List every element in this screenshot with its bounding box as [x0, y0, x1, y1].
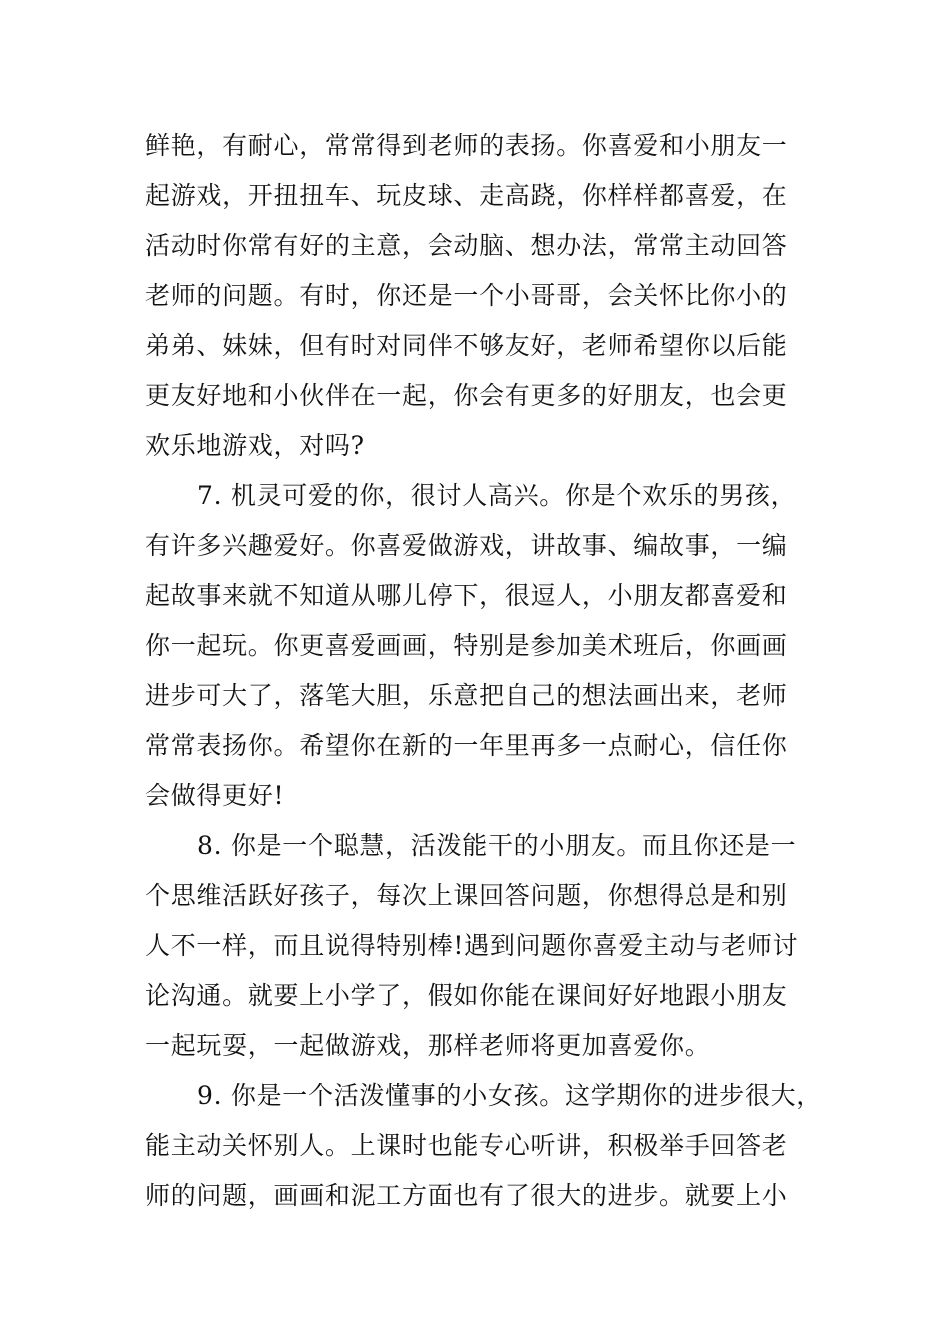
- text-line: 老师的问题。有时，你还是一个小哥哥，会关怀比你小的: [145, 281, 788, 310]
- document-body: [145, 121, 823, 1221]
- text-line: 有许多兴趣爱好。你喜爱做游戏，讲故事、编故事，一编: [145, 531, 788, 560]
- text-line: 能主动关怀别人。上课时也能专心听讲，积极举手回答老: [145, 1131, 788, 1160]
- paragraph-8-first-line: 8. 你是一个聪慧，活泼能干的小朋友。而且你还是一: [197, 831, 797, 860]
- paragraph-7-first-line: 7. 机灵可爱的你，很讨人高兴。你是个欢乐的男孩，: [197, 481, 797, 510]
- text-line: 鲜艳，有耐心，常常得到老师的表扬。你喜爱和小朋友一: [145, 131, 788, 160]
- text-line: 更友好地和小伙伴在一起，你会有更多的好朋友，也会更: [145, 381, 788, 410]
- text-line: 欢乐地游戏，对吗?: [145, 431, 365, 460]
- paragraph-9-first-line: 9. 你是一个活泼懂事的小女孩。这学期你的进步很大，: [197, 1081, 823, 1110]
- text-line: 你一起玩。你更喜爱画画，特别是参加美术班后，你画画: [145, 631, 788, 660]
- text-line: 弟弟、妹妹，但有时对同伴不够友好，老师希望你以后能: [145, 331, 788, 360]
- text-line: 个思维活跃好孩子，每次上课回答问题，你想得总是和别: [145, 881, 788, 910]
- text-line: 会做得更好!: [145, 781, 285, 810]
- text-line: 人不一样，而且说得特别棒!遇到问题你喜爱主动与老师讨: [145, 931, 799, 960]
- text-line: 一起玩耍，一起做游戏，那样老师将更加喜爱你。: [145, 1031, 711, 1060]
- text-line: 常常表扬你。希望你在新的一年里再多一点耐心，信任你: [145, 731, 788, 760]
- text-line: 论沟通。就要上小学了，假如你能在课间好好地跟小朋友: [145, 981, 788, 1010]
- text-line: 起故事来就不知道从哪儿停下，很逗人，小朋友都喜爱和: [145, 581, 788, 610]
- text-line: 起游戏，开扭扭车、玩皮球、走高跷，你样样都喜爱，在: [145, 181, 788, 210]
- text-line: 进步可大了，落笔大胆，乐意把自己的想法画出来，老师: [145, 681, 788, 710]
- text-line: 活动时你常有好的主意，会动脑、想办法，常常主动回答: [145, 231, 788, 260]
- text-line: 师的问题，画画和泥工方面也有了很大的进步。就要上小: [145, 1181, 788, 1210]
